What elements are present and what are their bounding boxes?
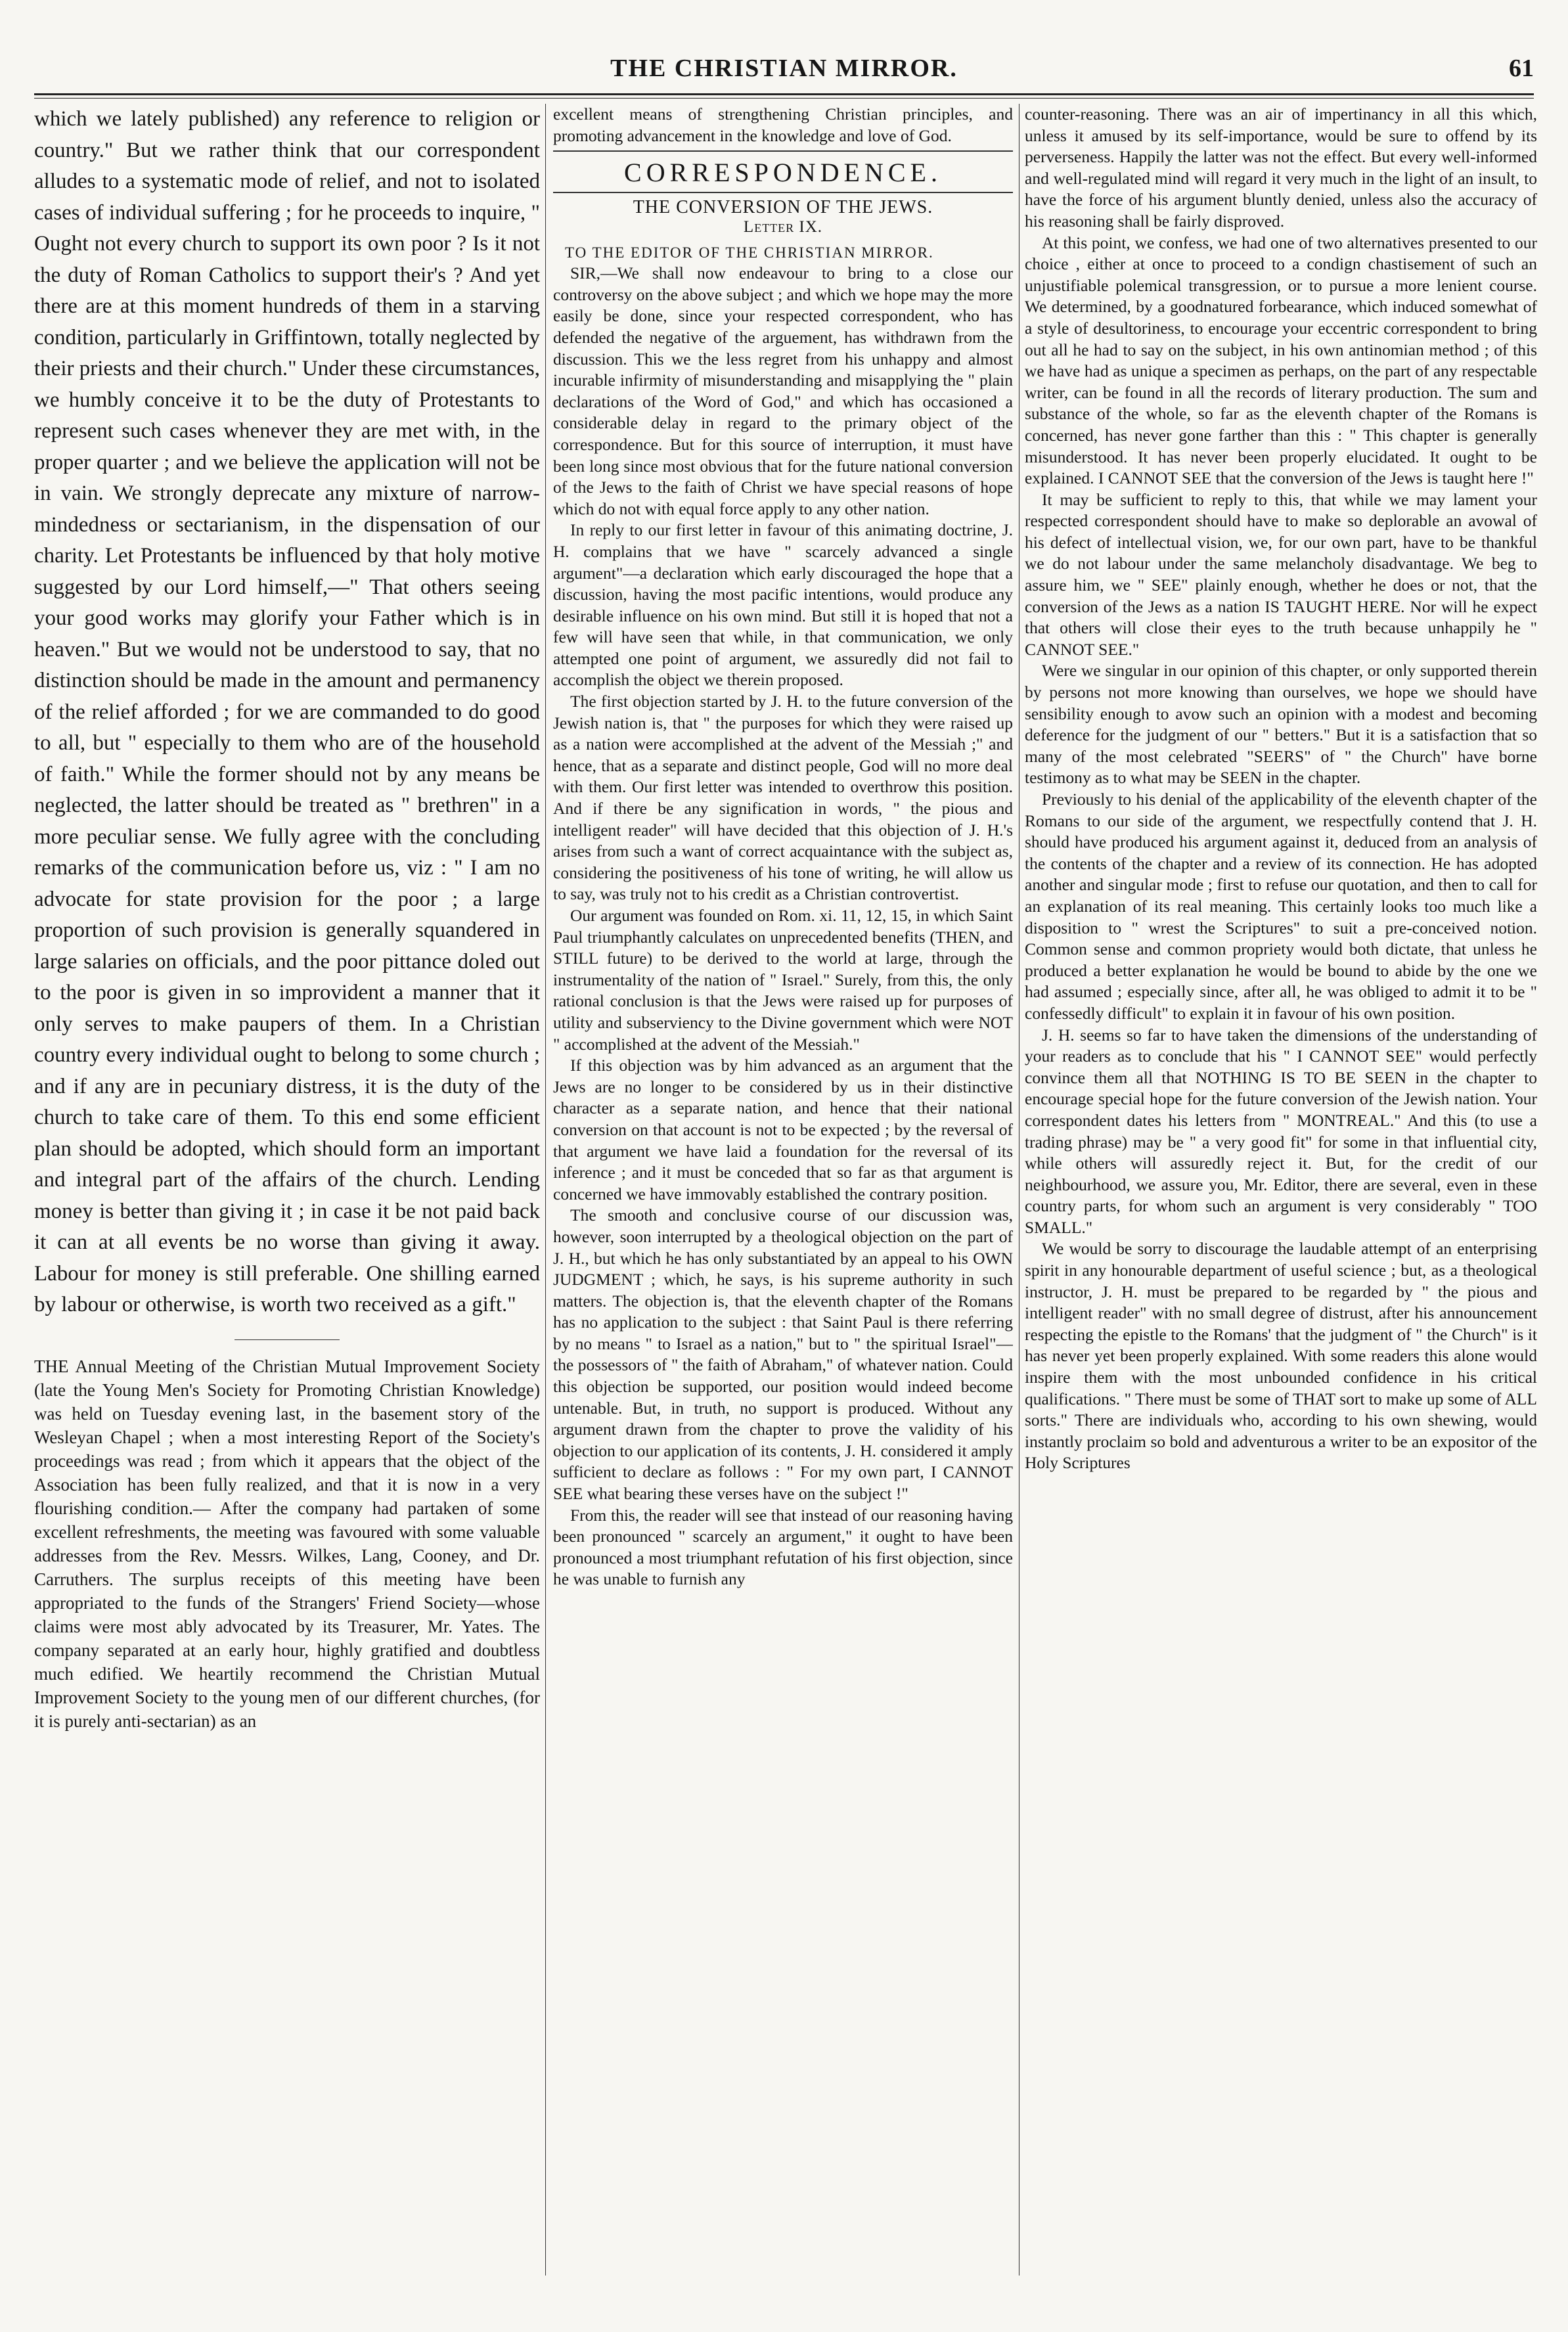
page-number: 61 — [1509, 55, 1534, 82]
header-rule — [34, 93, 1534, 99]
article-title: THE CONVERSION OF THE JEWS. — [633, 197, 933, 218]
page-header — [34, 54, 1534, 91]
letter-paragraph: SIR,—We shall now endeavour to bring to a close our controversy on the above subject ; and which we hope may the more easily be done, since your respected correspondent, who has defended the negative of the arguement, has withdrawn from the discussion. This we the less regret from his unhappy and almost incurable infirmity of misunderstanding and misapplying the " plain declarations of the Word of God," and which has occasioned a considerable delay in regard to the primary object of the correspondence. But for this source of interruption, it must have been long since most obvious that for the future national conversion of the Jews to the faith of Christ we have special reasons of hope which do not with equal force apply to any other nation. — [553, 263, 1013, 518]
letter-number: Letter IX. — [743, 218, 823, 236]
letter-paragraph: We would be sorry to discourage the laudable attempt of an enterprising spirit in any honourable department of useful science ; but, as a theological instructor, J. H. must be prepared to be regarded by " the pious and intelligent reader" with no small degree of distrust, after his announcement respecting the epistle to the Romans' that the judgment of " the Church" is it has never yet been properly explained. With some readers this alone would inspire them with the most unbounded confidence in his critical qualifications. " There must be some of THAT sort to make up some of ALL sorts." There are individuals who, according to his own shewing, would instantly proclaim so bold and adventurous a writer to be an expositor of the Holy Scriptures — [1025, 1239, 1537, 1473]
letter-paragraph: The smooth and conclusive course of our discussion was, however, soon interrupted by a theological objection on the part of J. H., but which he has only substantiated by an appeal to his OWN JUDGMENT ; which, he says, is his supreme authority in such matters. The objection is, that the eleventh chapter of the Romans has no application to the subject : that Saint Paul is there referring by no means " to Israel as a nation," but to " the spiritual Israel"—the possessors of " the faith of Abraham," of whatever nation. Could this objection be supported, our position would indeed become untenable. But, in truth, no support is produced. Without any argument drawn from the chapter to prove the validity of his objection to our application of its contents, J. H. considered it amply sufficient to declare as follows : " For my own part, I CANNOT SEE what bearing these verses have on the subject !" — [553, 1205, 1013, 1504]
column-rule — [545, 104, 546, 2276]
letter-paragraph: It may be sufficient to reply to this, that while we may lament your respected correspondent should have to make so deplorable an avowal of his defect of intellectual vision, we, for our own part, have to be thankful we do not labour under the same melancholy disadvantage. We beg to assure him, we " SEE" plainly enough, whether he does or not, that the conversion of the Jews as a nation IS TAUGHT HERE. Nor will he expect that others will close their eyes to the truth because unhappily he " CANNOT SEE." — [1025, 489, 1537, 659]
notice-paragraph: THE Annual Meeting of the Christian Mutual Improvement Society (late the Young Men's Society for Promoting Christian Knowledge) was held on Tuesday evening last, in the basement story of the Wesleyan Chapel ; when a most interesting Report of the Society's proceedings was read ; from which it appears that the object of the Association has been fully realized, and that it is now in a very flourishing condition.— After the company had partaken of some excellent refreshments, the meeting was favoured with some valuable addresses from the Rev. Messrs. Wilkes, Lang, Cooney, and Dr. Carruthers. The surplus receipts of this meeting have been appropriated to the funds of the Strangers' Friend Society—whose claims were most ably advocated by its Treasurer, Mr. Yates. The company separated at an early hour, highly gratified and doubtless much edified. We heartily recommend the Christian Mutual Improvement Society to the young men of our different churches, (for it is purely anti-sectarian) as an — [34, 1356, 540, 1731]
section-heading: CORRESPONDENCE. — [624, 158, 942, 188]
article-paragraph: which we lately published) any reference to religion or country." But we rather think that our correspondent alludes to a systematic mode of relief, and not to isolated cases of individual suffering ; for he proceeds to inquire, " Ought not every church to support its own poor ? Is it not the duty of Roman Catholics to support their's ? And yet there are at this moment hundreds of them in a starving condition, particularly in Griffintown, totally neglected by their priests and their church." Under these circumstances, we humbly conceive it to be the duty of Protestants to represent such cases whenever they are met with, in the proper quarter ; and we believe the application will not be in vain. We strongly deprecate any mixture of narrow-mindedness or sectarianism, in the dispensation of our charity. Let Protestants be influenced by that holy motive suggested by our Lord himself,—" That others seeing your good works may glorify your Father which is in heaven." But we would not be understood to say, that no distinction should be made in the amount and permanency of the relief afforded ; for we are commanded to do good to all, but " especially to them who are of the household of faith." While the former should not by any means be neglected, the latter should be treated as " brethren" in a more peculiar sense. We fully agree with the concluding remarks of the communication before us, viz : " I am no advocate for state provision for the poor ; a large proportion of such provision is generally squandered in large salaries on officials, and the poor pittance doled out to the poor is given in so improvident a manner that it only serves to make paupers of them. In a Christian country every individual ought to belong to some church ; and if any are in pecuniary distress, it is the duty of the church to take care of them. To this end some efficient plan should be adopted, which should form an important and integral part of the affairs of the church. Lending money is better than giving it ; in case it be not paid back it can at all events be no worse than giving it away. Labour for money is still preferable. One shilling earned by labour or otherwise, is worth two received as a gift." — [34, 107, 540, 1316]
letter-paragraph: Previously to his denial of the applicability of the eleventh chapter of the Romans to our side of the argument, we respectfully contend that J. H. should have produced his argument against it, deduced from an analysis of the contents of the chapter and a review of its connection. He has adopted another and singular mode ; first to refuse our quotation, and then to call for an explanation of its real meaning. This certainly looks too much like a disposition to " wrest the Scriptures" to suit a pre-conceived notion. Common sense and common propriety would both dictate, that unless he produced a better explanation he would be bound to abide by the one we had assumed ; especially since, after all, he was obliged to admit it to be " confessedly difficult" to explain it in favour of his own position. — [1025, 790, 1537, 1023]
letter-paragraph: J. H. seems so far to have taken the dimensions of the understanding of your readers as to conclude that his " I CANNOT SEE" would perfectly convince them all that NOTHING IS TO BE SEEN in the chapter to encourage special hope for the future conversion of the Jewish nation. Your correspondent dates his letters from " MONTREAL." And this (to use a trading phrase) may be " a very good fit" for some in that influential city, while others will assuredly reject it. But, for the credit of our neighbourhood, we assure you, Mr. Editor, there are several, even in these country parts, for whom such an argument is very considerably " TOO SMALL." — [1025, 1025, 1537, 1237]
letter-paragraph: Our argument was founded on Rom. xi. 11, 12, 15, in which Saint Paul triumphantly calculates on unprecedented benefits (THEN, and STILL future) to be derived to the world at large, through the instrumentality of the nation of " Israel." Surely, from this, the only rational conclusion is that the Jews were raised up for purposes of utility and subserviency to the Divine government which were NOT " accomplished at the advent of the Messiah." — [553, 906, 1013, 1054]
section-rule — [553, 150, 1013, 152]
column-left — [34, 104, 540, 2276]
column-right — [1025, 104, 1537, 2276]
separator-rule — [235, 1339, 340, 1340]
letter-paragraph: From this, the reader will see that instead of our reasoning having been pronounced " scarcely an argument," it ought to have been pronounced a most triumphant refutation of his first objection, since he was unable to furnish any — [553, 1505, 1013, 1589]
letter-paragraph: Were we singular in our opinion of this chapter, or only supported therein by persons not more knowing than ourselves, we hope we should have sensibility enough to avow such an opinion with a modest and becoming deference for the judgment of our " betters." But it is a satisfaction that so many of the most celebrated "SEERS" of " the Church" have borne testimony as to what may be SEEN in the chapter. — [1025, 661, 1537, 788]
running-title: THE CHRISTIAN MIRROR. — [610, 55, 958, 82]
letter-paragraph: At this point, we confess, we had one of two alternatives presented to our choice , either at once to proceed to a condign chastisement of such an unjustifiable polemical transgression, or to pursue a more lenient course. We determined, by a goodnatured forbearance, which induced somewhat of a style of desultoriness, to encourage your eccentric correspondent to bring out all he had to say on the subject, in his own antinomian method ; of this we have had as unique a specimen as perhaps, on the part of any respectable writer, can be found in all the records of literary production. The sum and substance of the whole, so far as the eleventh chapter of the Romans is concerned, has never gone farther than this : " This chapter is generally misunderstood. It has never been properly elucidated. It ought to be explained. I CANNOT SEE that the conversion of the Jews is taught here !" — [1025, 233, 1537, 488]
letter-paragraph: If this objection was by him advanced as an argument that the Jews are no longer to be considered by us in their distinctive character as a separate nation, and hence that their national conversion on that account is not to be expected ; by the reversal of that argument we have laid a foundation for the reversal of its inference ; and it must be conceded that so far as that argument is concerned we have immovably established the contrary position. — [553, 1056, 1013, 1203]
letter-paragraph: In reply to our first letter in favour of this animating doctrine, J. H. complains that we have " scarcely advanced a single argument"—a declaration which early discouraged the hope that a discussion, having the most pacific intentions, would produce any desirable influence on his own mind. But still it is hoped that not a few will have seen that while, in that communication, we only attempted one point of argument, we assuredly did not fail to accomplish the object we therein proposed. — [553, 520, 1013, 690]
column-middle — [553, 104, 1013, 2276]
section-rule — [553, 192, 1013, 193]
intro-paragraph: excellent means of strengthening Christian principles, and promoting advancement in the knowledge and love of God. — [553, 104, 1013, 145]
letter-paragraph: counter-reasoning. There was an air of impertinancy in all this which, unless it amused by its self-importance, would be sure to offend by its perverseness. Happily the latter was not the effect. But every well-informed and well-regulated mind will regard it very much in the light of an insult, to have the force of his argument bluntly denied, unless also the accuracy of his reasoning shall be fairly disproved. — [1025, 104, 1537, 231]
salutation: TO THE EDITOR OF THE CHRISTIAN MIRROR. — [565, 244, 934, 261]
letter-paragraph: The first objection started by J. H. to the future conversion of the Jewish nation is, that " the purposes for which they were raised up as a nation were accomplished at the advent of the Messiah ;" and hence, that as a separate and distinct people, God will no more deal with them. Our first letter was intended to overthrow this position. And if there be any signification in words, " the pious and intelligent reader" will have decided that this objection of J. H.'s arises from such a want of correct acquaintance with the subject as, considering the positiveness of his tone of writing, he will allow us to say, was truly not to his credit as a Christian controvertist. — [553, 692, 1013, 904]
